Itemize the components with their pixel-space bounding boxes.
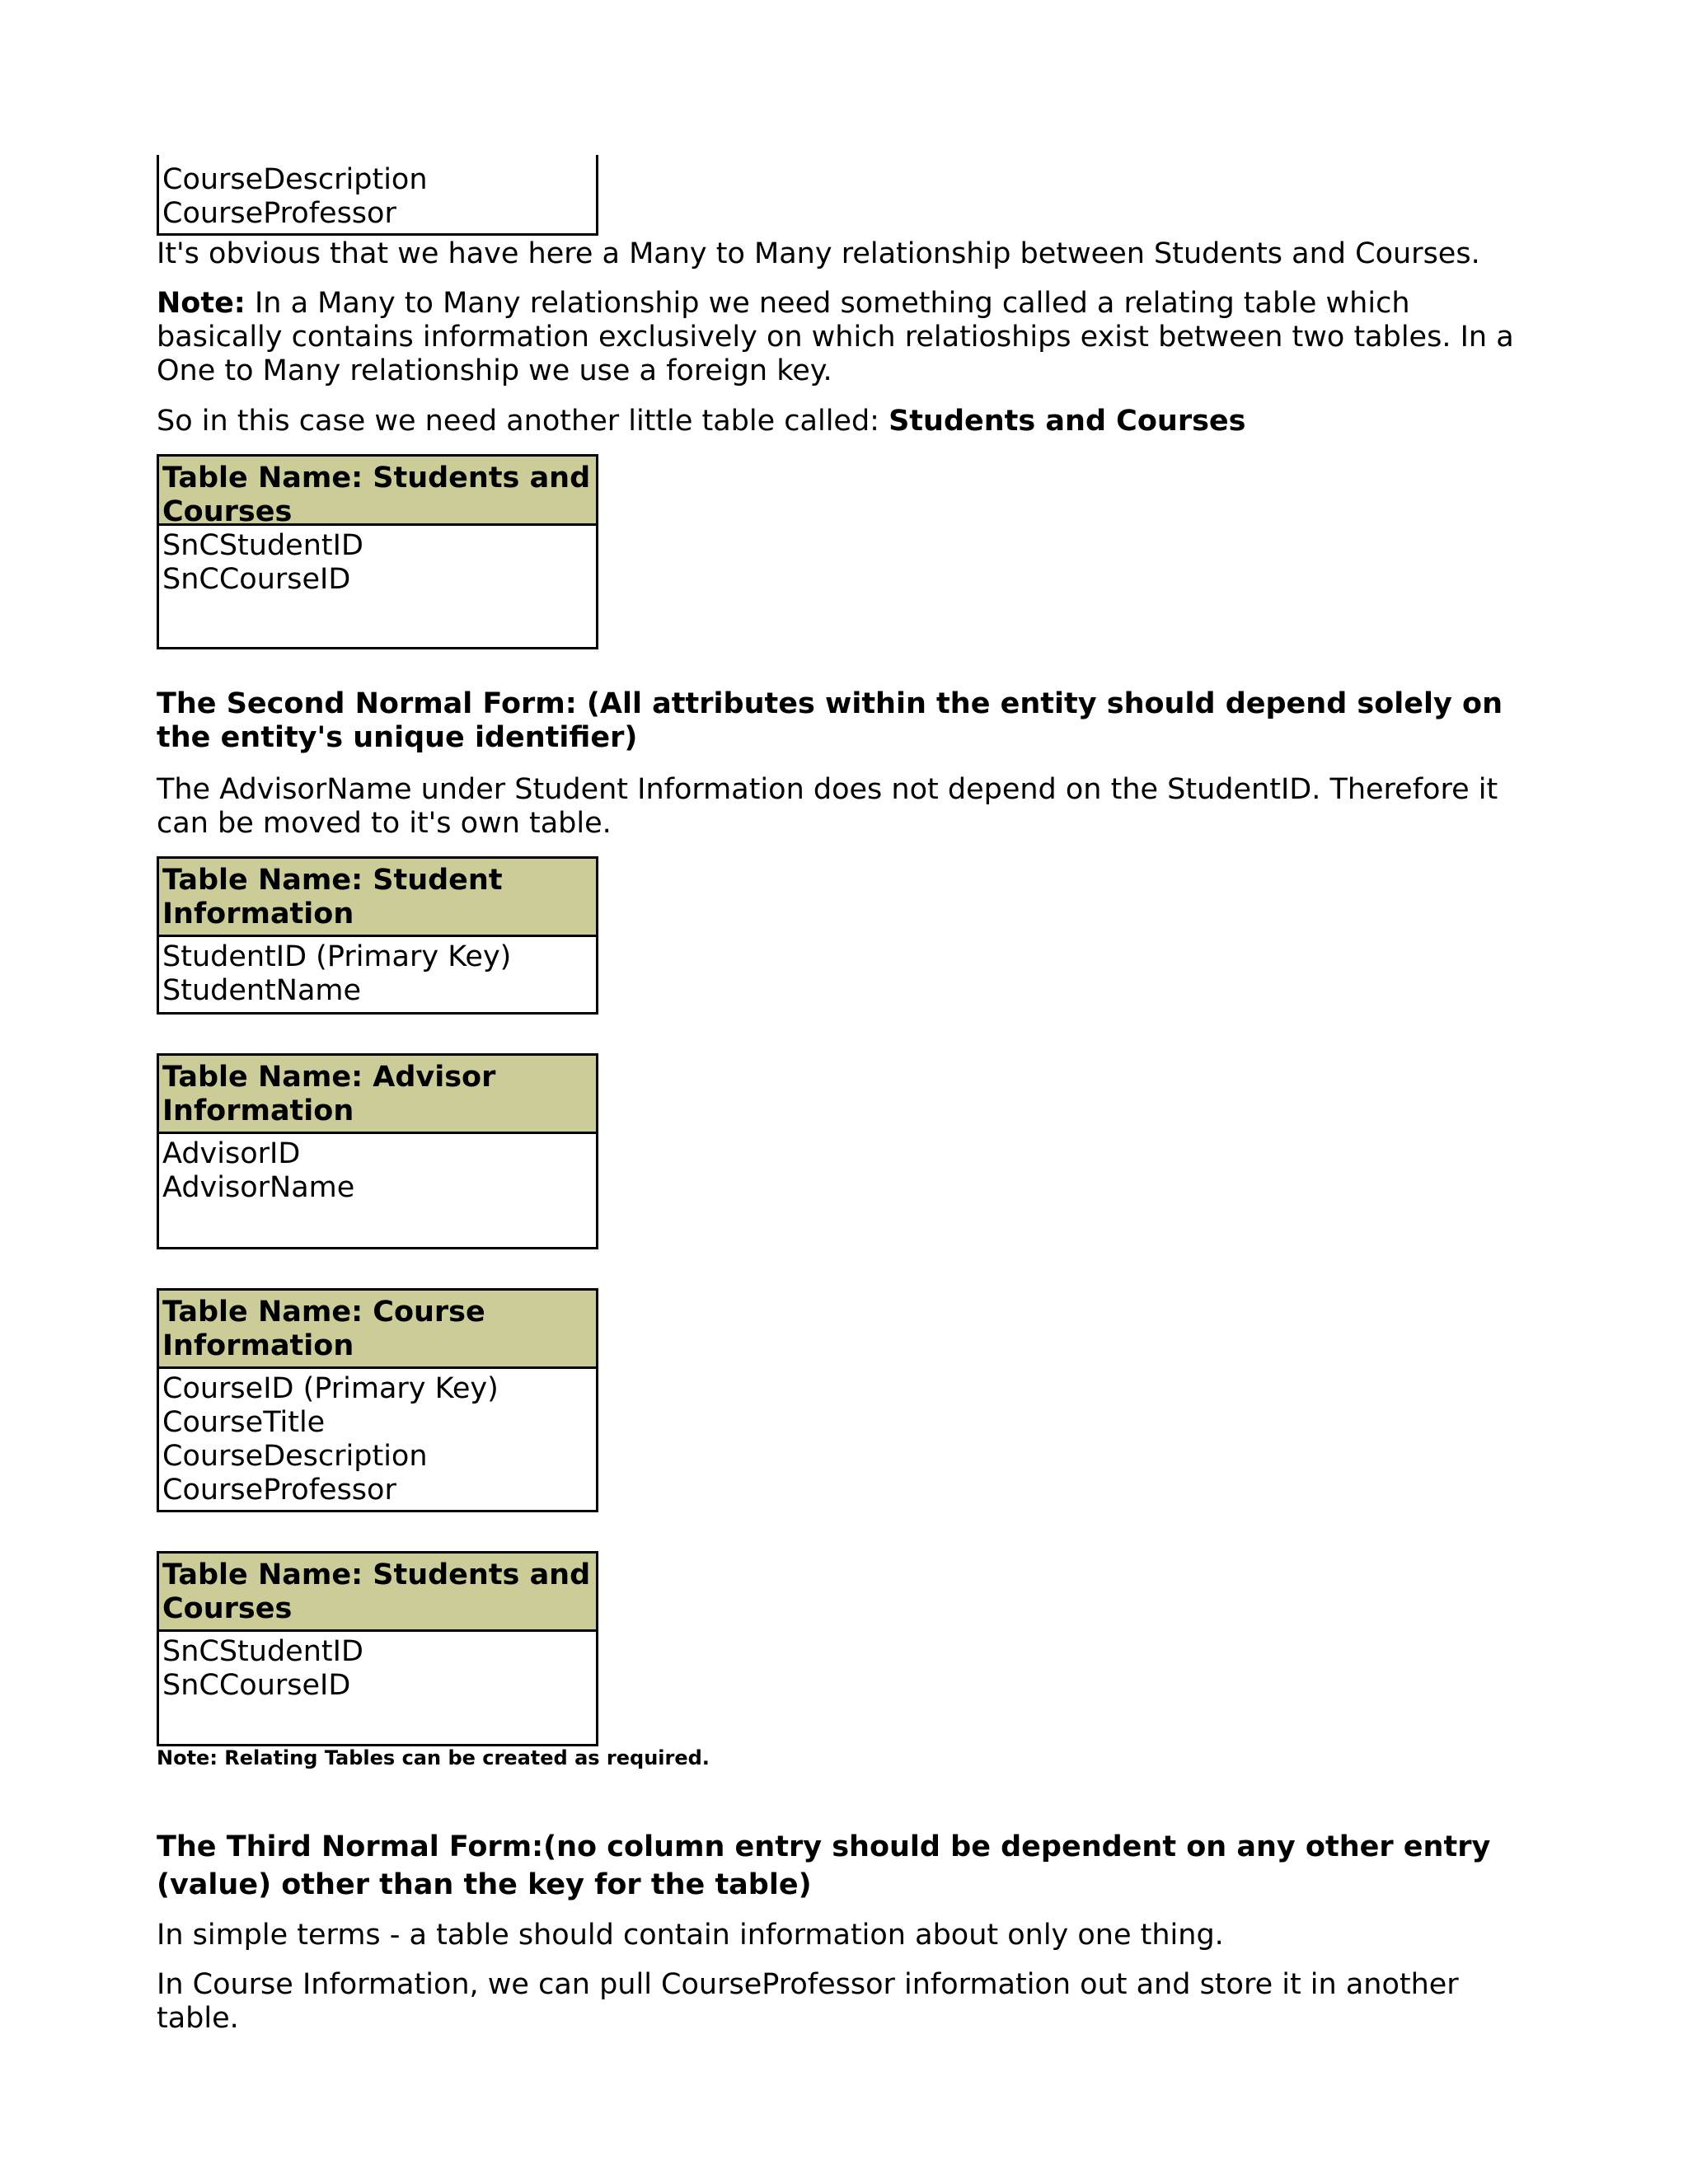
note-label: Note: bbox=[157, 287, 246, 320]
table-title: Table Name: Students and Courses bbox=[159, 457, 596, 526]
relating-intro-bold: Students and Courses bbox=[889, 405, 1246, 438]
table-row: StudentID (Primary Key) bbox=[162, 940, 512, 973]
table-students-and-courses bbox=[157, 454, 598, 649]
table-title: Table Name: Advisor Information bbox=[159, 1056, 596, 1134]
table-row: SnCCourseID bbox=[162, 1669, 351, 1702]
table-body bbox=[159, 1369, 596, 1507]
third-normal-form-text-1: In simple terms - a table should contain information about only one thing. bbox=[157, 1919, 1224, 1952]
note-paragraph bbox=[157, 287, 1541, 388]
table-row: CourseID (Primary Key) bbox=[162, 1372, 499, 1405]
relating-tables-note: Note: Relating Tables can be created as required. bbox=[157, 1746, 710, 1769]
table-row: AdvisorID bbox=[162, 1137, 301, 1170]
table-body bbox=[159, 937, 596, 1008]
table-body bbox=[159, 526, 596, 597]
note-text: In a Many to Many relationship we need something called a relating table which basically contains information exclusively on which relatioships exist between two tables. In a One to Many relationship we use a foreign key. bbox=[157, 287, 1514, 387]
table-body bbox=[159, 1632, 596, 1703]
second-normal-form-heading: The Second Normal Form: (All attributes within the entity should depend solely on the entity's unique identifier) bbox=[157, 687, 1503, 754]
table-title: Table Name: Student Information bbox=[159, 859, 596, 937]
table-row: CourseProfessor bbox=[162, 197, 396, 230]
table-title: Table Name: Course Information bbox=[159, 1291, 596, 1369]
intro-sentence: It's obvious that we have here a Many to Many relationship between Students and Courses. bbox=[157, 237, 1480, 270]
table-body bbox=[159, 1134, 596, 1205]
third-normal-form-text-2: In Course Information, we can pull CourseProfessor information out and store it in another table. bbox=[157, 1968, 1459, 2035]
table-row: AdvisorName bbox=[162, 1171, 355, 1204]
table-advisor-information bbox=[157, 1053, 598, 1249]
table-row: CourseDescription bbox=[162, 1440, 428, 1473]
table-row: SnCStudentID bbox=[162, 1635, 363, 1668]
table-row: StudentName bbox=[162, 974, 362, 1007]
table-row: CourseDescription bbox=[162, 163, 428, 196]
table-row: CourseProfessor bbox=[162, 1474, 396, 1507]
table-row: CourseTitle bbox=[162, 1406, 326, 1439]
table-row: SnCStudentID bbox=[162, 529, 363, 562]
table-course-information bbox=[157, 1288, 598, 1512]
table-students-and-courses-2 bbox=[157, 1551, 598, 1746]
relating-intro-text: So in this case we need another little table called: bbox=[157, 405, 889, 438]
partial-course-table bbox=[157, 155, 598, 236]
table-title: Table Name: Students and Courses bbox=[159, 1554, 596, 1632]
second-normal-form-text: The AdvisorName under Student Information does not depend on the StudentID. Therefore it can be moved to it's own table. bbox=[157, 773, 1498, 840]
table-row: SnCCourseID bbox=[162, 563, 351, 596]
table-student-information bbox=[157, 856, 598, 1015]
relating-intro bbox=[157, 405, 1541, 438]
third-normal-form-heading: The Third Normal Form:(no column entry should be dependent on any other entry (value) other than the key for the table) bbox=[157, 1830, 1491, 1901]
